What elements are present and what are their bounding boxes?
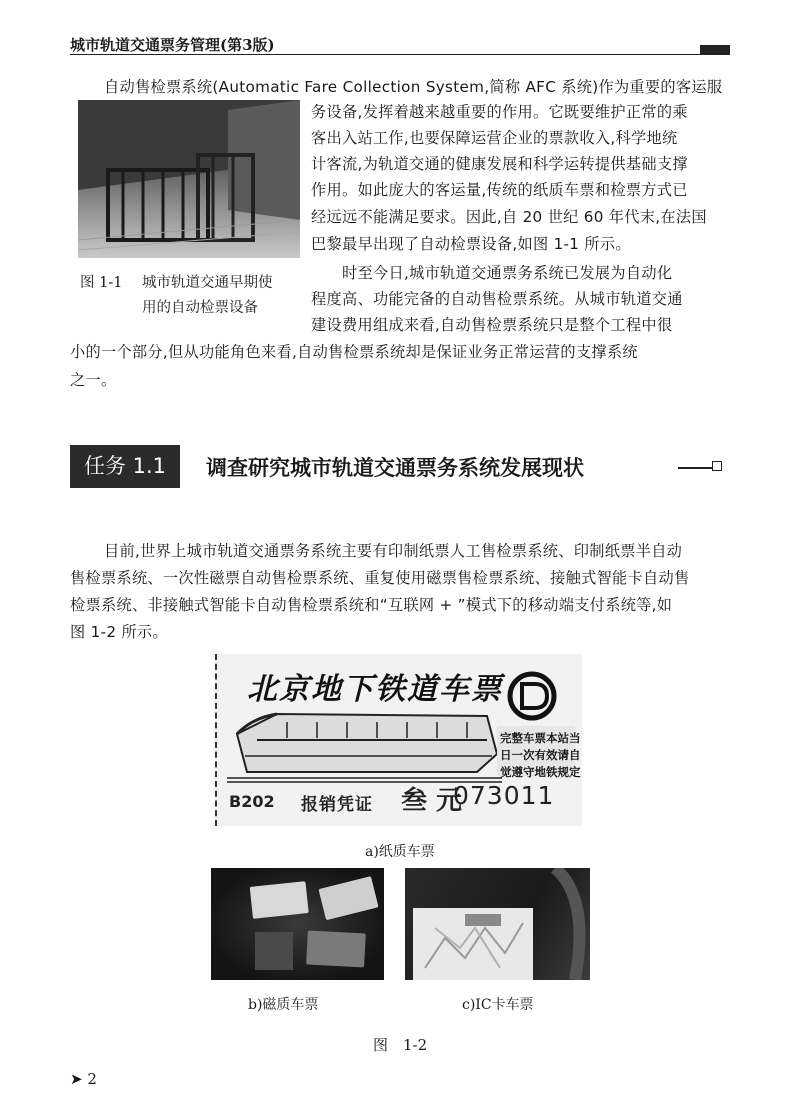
paragraph3-line-1: 目前,世界上城市轨道交通票务系统主要有印制纸票人工售检票系统、印制纸票半自动 xyxy=(104,542,683,560)
header-block xyxy=(700,45,730,54)
paragraph2-line-2: 程度高、功能完备的自动售检票系统。从城市轨道交通 xyxy=(311,290,683,308)
figure-1-1-caption-line-2: 用的自动检票设备 xyxy=(142,300,258,316)
ticket-serial: 073011 xyxy=(453,781,555,810)
task-title-line xyxy=(678,467,712,469)
paragraph1-line-1: 自动售检票系统(Automatic Fare Collection System,简称 AFC 系统)作为重要的客运服 xyxy=(104,78,723,96)
ic-card-photo xyxy=(405,868,590,980)
paragraph1-line-7: 巴黎最早出现了自动检票设备,如图 1-1 所示。 xyxy=(311,235,631,253)
task-badge: 任务 1.1 xyxy=(70,445,180,488)
ticket-fare: 叁 元 xyxy=(401,786,463,816)
paragraph3-line-2: 售检票系统、一次性磁票自动售检票系统、重复使用磁票售检票系统、接触式智能卡自动售 xyxy=(70,569,690,587)
paragraph3-line-4: 图 1-2 所示。 xyxy=(70,623,168,641)
caption-b: b)磁质车票 xyxy=(248,997,319,1013)
magnetic-ticket-photo xyxy=(211,868,384,980)
ticket-note-line-1: 完整车票本站当 xyxy=(500,731,581,745)
book-title: 城市轨道交通票务管理(第3版) xyxy=(70,36,275,54)
paper-ticket-image xyxy=(215,654,582,826)
task-title-box xyxy=(712,461,722,471)
figure-1-2-label: 图 1-2 xyxy=(373,1036,428,1054)
paragraph3-line-3: 检票系统、非接触式智能卡自动售检票系统和“互联网 + ”模式下的移动端支付系统等,如 xyxy=(70,596,673,614)
paragraph1-line-2: 务设备,发挥着越来越重要的作用。它既要维护正常的乘 xyxy=(311,103,688,121)
paragraph2-line-1: 时至今日,城市轨道交通票务系统已发展为自动化 xyxy=(342,264,673,282)
paragraph1-line-3: 客出入站工作,也要保障运营企业的票款收入,科学地统 xyxy=(311,129,678,147)
paragraph1-line-4: 计客流,为轨道交通的健康发展和科学运转提供基础支撑 xyxy=(311,155,688,173)
figure-1-1-caption-line-1: 城市轨道交通早期使 xyxy=(142,275,273,291)
paragraph1-line-6: 经远远不能满足要求。因此,自 20 世纪 60 年代末,在法国 xyxy=(311,208,707,226)
ticket-note-line-2: 日一次有效请自 xyxy=(500,748,581,762)
paragraph2-line-3: 建设费用组成来看,自动售检票系统只是整个工程中很 xyxy=(311,316,673,334)
figure-1-1-photo xyxy=(78,100,300,258)
ticket-receipt-label: 报销凭证 xyxy=(301,795,373,815)
running-header xyxy=(70,34,730,56)
ticket-code: B202 xyxy=(229,792,275,811)
page-number: ➤ 2 xyxy=(70,1070,97,1088)
caption-a: a)纸质车票 xyxy=(365,844,435,860)
ticket-note-line-3: 觉遵守地铁规定 xyxy=(500,765,581,779)
task-title: 调查研究城市轨道交通票务系统发展现状 xyxy=(206,456,584,480)
figure-1-1-number: 图 1-1 xyxy=(80,275,123,291)
header-rule xyxy=(70,54,730,55)
paragraph2-line-4: 小的一个部分,但从功能角色来看,自动售检票系统却是保证业务正常运营的支撑系统 xyxy=(70,343,638,361)
paragraph1-line-5: 作用。如此庞大的客运量,传统的纸质车票和检票方式已 xyxy=(311,181,688,199)
paragraph2-line-5: 之一。 xyxy=(70,371,117,389)
caption-c: c)IC卡车票 xyxy=(462,997,534,1013)
ticket-title: 北京地下铁道车票 xyxy=(247,672,503,707)
